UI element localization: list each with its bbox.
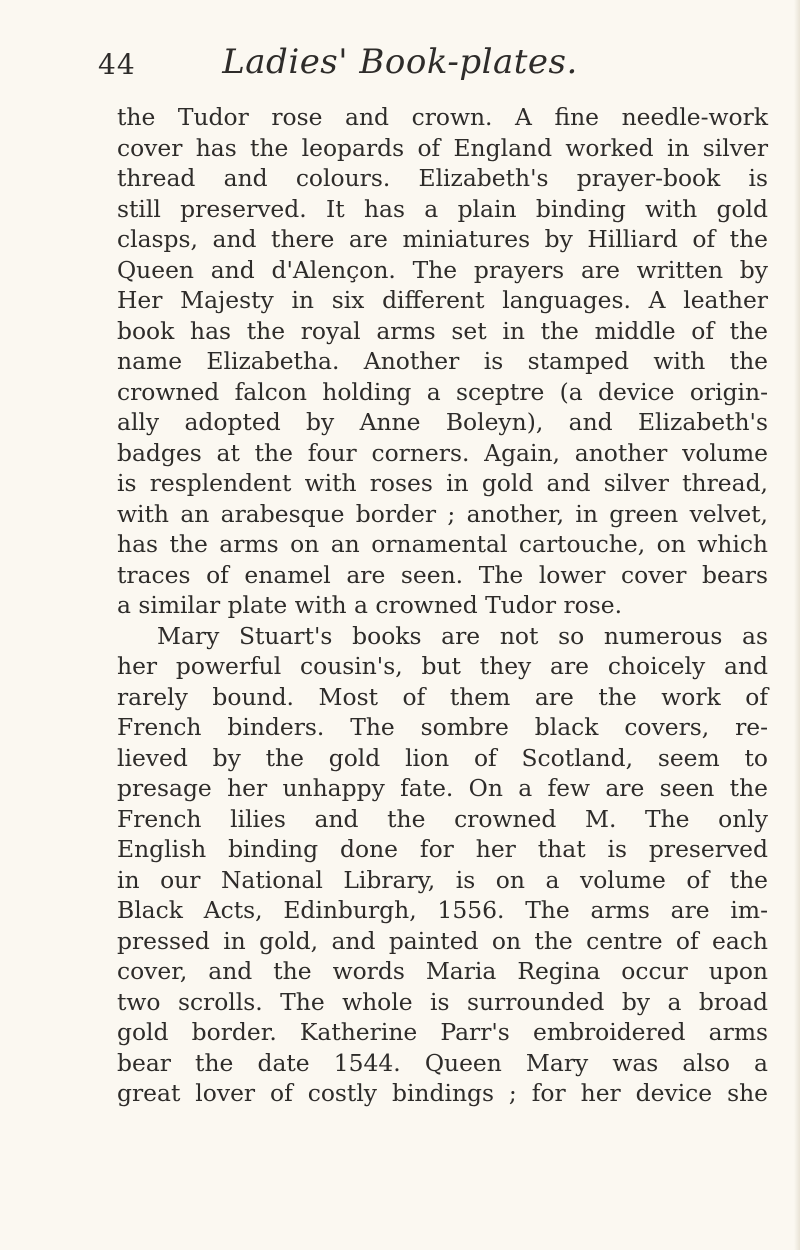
- text-line: great lover of costly bindings ; for her device she: [117, 1079, 768, 1107]
- text-line: Her Majesty in six different languages. A leather: [117, 286, 768, 314]
- text-line: in our National Library, is on a volume of the: [117, 865, 768, 894]
- text-line: the Tudor rose and crown. A fine needle-work: [117, 103, 768, 131]
- text-line: name Elizabetha. Another is stamped with the: [117, 347, 768, 375]
- text-line: rarely bound. Most of them are the work of: [117, 682, 768, 711]
- page-edge-shadow: [794, 0, 800, 1250]
- page-number: 44: [98, 48, 136, 81]
- text-line: her powerful cousin's, but they are choicely and: [117, 652, 768, 680]
- text-line: Black Acts, Edinburgh, 1556. The arms are im-: [117, 896, 768, 924]
- text-line: badges at the four corners. Again, another volume: [117, 438, 768, 467]
- text-line: clasps, and there are miniatures by Hilliard of the: [117, 225, 768, 253]
- text-line: English binding done for her that is preserved: [117, 835, 768, 863]
- text-line: Queen and d'Alençon. The prayers are written by: [117, 255, 768, 284]
- paragraph-start-line: Mary Stuart's books are not so numerous as: [157, 621, 768, 650]
- body-text: [117, 102, 768, 1109]
- text-line: traces of enamel are seen. The lower cover bears: [117, 560, 768, 589]
- text-line: presage her unhappy fate. On a few are seen the: [117, 774, 768, 802]
- text-line: has the arms on an ornamental cartouche, on which: [117, 530, 768, 558]
- text-line: cover, and the words Maria Regina occur upon: [117, 957, 768, 985]
- text-line: bear the date 1544. Queen Mary was also a: [117, 1048, 768, 1077]
- running-title: Ladies' Book-plates.: [222, 42, 578, 82]
- text-line: crowned falcon holding a sceptre (a device origin-: [117, 377, 768, 406]
- text-line: thread and colours. Elizabeth's prayer-book is: [117, 164, 768, 192]
- text-line: gold border. Katherine Parr's embroidered arms: [117, 1018, 768, 1046]
- text-line: lieved by the gold lion of Scotland, seem to: [117, 743, 768, 772]
- text-line: ally adopted by Anne Boleyn), and Elizabeth's: [117, 408, 768, 436]
- text-line: still preserved. It has a plain binding with gold: [117, 194, 768, 223]
- running-head: [0, 40, 800, 90]
- text-line: is resplendent with roses in gold and silver thread,: [117, 469, 768, 497]
- text-line: pressed in gold, and painted on the centre of each: [117, 926, 768, 955]
- text-line: book has the royal arms set in the middle of the: [117, 316, 768, 345]
- text-line: French lilies and the crowned M. The only: [117, 804, 768, 833]
- paragraph-end-line: a similar plate with a crowned Tudor rose.: [117, 591, 623, 619]
- text-line: French binders. The sombre black covers, re-: [117, 713, 768, 741]
- text-line: with an arabesque border ; another, in green velvet,: [117, 499, 768, 528]
- text-line: cover has the leopards of England worked in silver: [117, 133, 768, 162]
- text-line: two scrolls. The whole is surrounded by a broad: [117, 987, 768, 1016]
